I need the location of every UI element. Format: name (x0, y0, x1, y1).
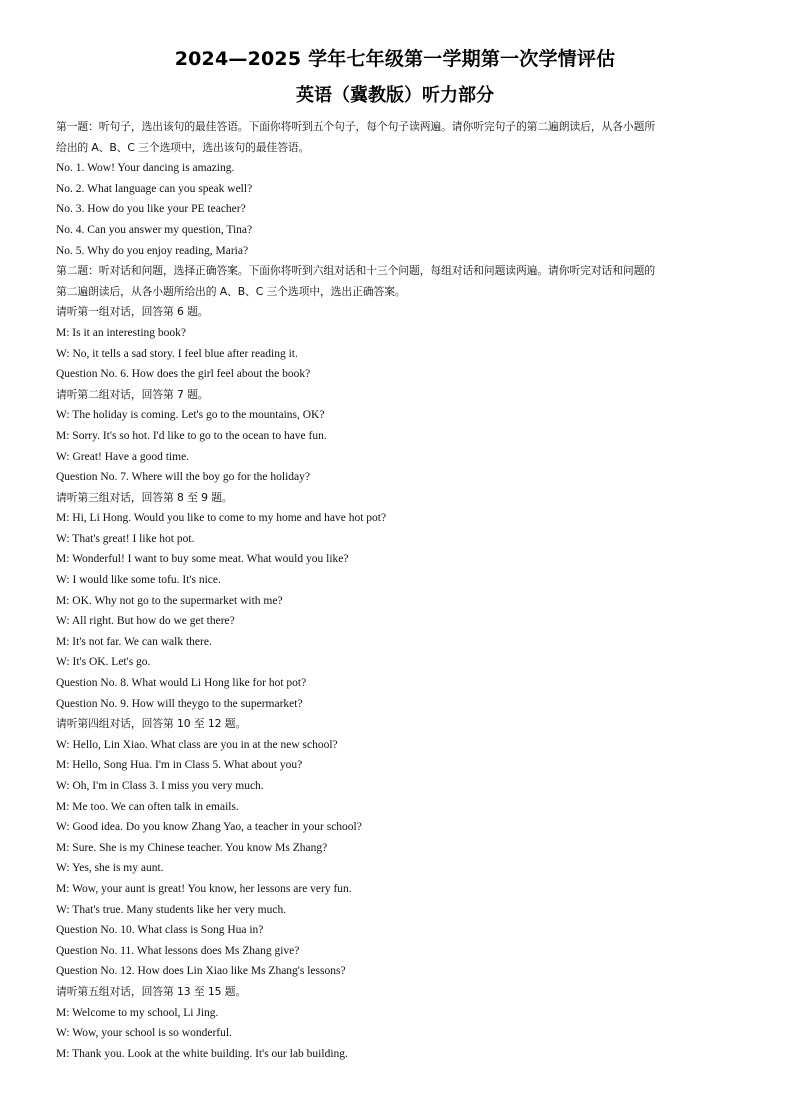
text-line: Question No. 7. Where will the boy go for the holiday? (56, 471, 311, 484)
text-line: W: I would like some tofu. It's nice. (56, 574, 221, 587)
text-line: W: That's great! I like hot pot. (56, 532, 195, 545)
text-line: Question No. 9. How will theygo to the supermarket? (56, 697, 303, 710)
text-line: M: OK. Why not go to the supermarket with me? (56, 594, 283, 607)
text-line: W: That's true. Many students like her very much. (56, 903, 287, 916)
text-line: Question No. 6. How does the girl feel about the book? (56, 368, 311, 381)
text-line: W: The holiday is coming. Let's go to the mountains, OK? (56, 409, 325, 422)
document-title: 2024—2025 学年七年级第一学期第一次学情评估 (174, 48, 616, 70)
text-line: M: Welcome to my school, Li Jing. (56, 1006, 219, 1019)
text-line: W: Wow, your school is so wonderful. (56, 1027, 232, 1040)
text-line: 请听第四组对话，回答第 10 至 12 题。 (56, 717, 247, 731)
text-line: M: Sorry. It's so hot. I'd like to go to the ocean to have fun. (56, 429, 327, 442)
text-line: 请听第二组对话，回答第 7 题。 (56, 387, 209, 401)
text-line: M: Hello, Song Hua. I'm in Class 5. What about you? (56, 759, 303, 772)
text-line: M: Wow, your aunt is great! You know, her lessons are very fun. (56, 882, 352, 895)
text-line: 第一题：听句子，选出该句的最佳答语。下面你将听到五个句子，每个句子读两遍。请你听完句子的第二遍朗读后，从各小题所 (56, 120, 656, 133)
document-body (56, 117, 734, 1064)
text-line: W: Good idea. Do you know Zhang Yao, a teacher in your school? (56, 821, 362, 834)
text-line: M: Sure. She is my Chinese teacher. You know Ms Zhang? (56, 841, 328, 854)
text-line: 请听第一组对话，回答第 6 题。 (56, 305, 209, 319)
text-line: M: Thank you. Look at the white building. It's our lab building. (56, 1047, 348, 1060)
text-line: No. 1. Wow! Your dancing is amazing. (56, 162, 235, 175)
text-line: Question No. 11. What lessons does Ms Zhang give? (56, 944, 300, 957)
text-line: No. 4. Can you answer my question, Tina? (56, 223, 253, 236)
text-line: W: Great! Have a good time. (56, 450, 190, 463)
text-line: M: Me too. We can often talk in emails. (56, 800, 239, 813)
text-line: 请听第五组对话，回答第 13 至 15 题。 (56, 984, 247, 998)
text-line: No. 5. Why do you enjoy reading, Maria? (56, 244, 249, 257)
text-line: Question No. 12. How does Lin Xiao like Ms Zhang's lessons? (56, 965, 346, 978)
text-line: No. 3. How do you like your PE teacher? (56, 203, 246, 216)
text-line: M: Is it an interesting book? (56, 326, 186, 339)
text-line: Question No. 8. What would Li Hong like for hot pot? (56, 677, 307, 690)
text-line: M: Hi, Li Hong. Would you like to come to my home and have hot pot? (56, 512, 387, 525)
text-line: 请听第三组对话，回答第 8 至 9 题。 (56, 490, 233, 504)
text-line: 给出的 A、B、C 三个选项中，选出该句的最佳答语。 (56, 140, 310, 154)
text-line: W: No, it tells a sad story. I feel blue after reading it. (56, 347, 298, 360)
text-line: W: Hello, Lin Xiao. What class are you in at the new school? (56, 738, 338, 751)
text-line: W: Yes, she is my aunt. (56, 862, 164, 875)
text-line: M: Wonderful! I want to buy some meat. What would you like? (56, 553, 349, 566)
document-subtitle: 英语（冀教版）听力部分 (296, 85, 494, 106)
text-line: W: It's OK. Let's go. (56, 656, 151, 669)
text-line: Question No. 10. What class is Song Hua in? (56, 924, 264, 937)
text-line: W: All right. But how do we get there? (56, 615, 235, 628)
text-line: W: Oh, I'm in Class 3. I miss you very much. (56, 780, 264, 792)
text-line: M: It's not far. We can walk there. (56, 635, 212, 648)
text-line: 第二题：听对话和问题，选择正确答案。下面你将听到六组对话和十三个问题，每组对话和问题读两遍。请你听完对话和问题的 (56, 264, 656, 278)
text-line: 第二遍朗读后，从各小题所给出的 A、B、C 三个选项中，选出正确答案。 (56, 284, 406, 298)
text-line: No. 2. What language can you speak well? (56, 182, 253, 195)
